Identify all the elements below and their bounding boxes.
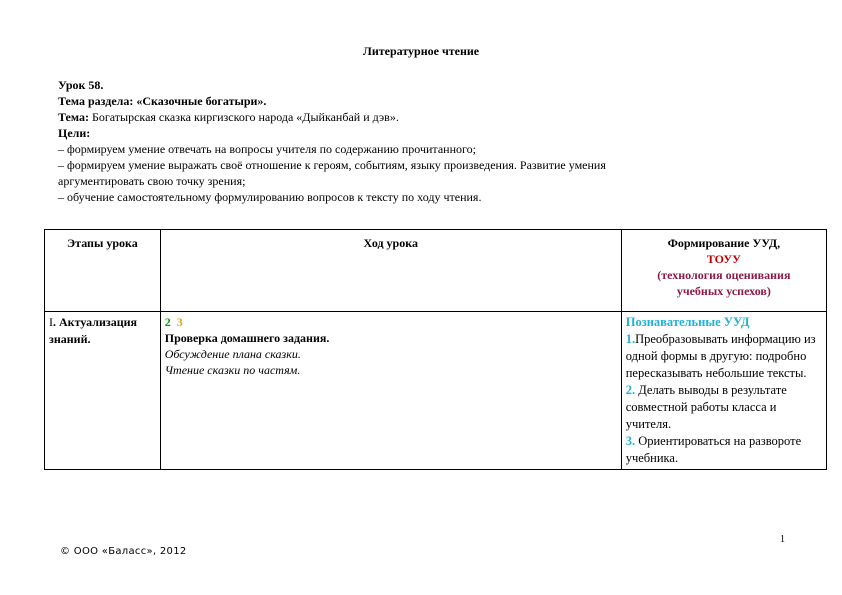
header-course: Ход урока <box>160 230 621 312</box>
uud-item <box>626 331 822 382</box>
uud-item-number: 2. <box>625 383 636 397</box>
table-row <box>45 312 827 470</box>
homework-check: Проверка домашнего задания. <box>164 331 330 345</box>
stage-text: . Актуализация знаний. <box>49 315 138 346</box>
uud-cell <box>621 312 826 470</box>
section-label: Тема раздела: <box>58 94 137 108</box>
header-stages: Этапы урока <box>45 230 161 312</box>
header-toou: ТОУУ <box>706 252 741 266</box>
slide-number-green: 2 <box>164 315 171 329</box>
uud-item-number: 1. <box>625 332 636 346</box>
uud-item-text: Ориентироваться на развороте учебника. <box>625 434 802 465</box>
slide-numbers <box>165 314 617 330</box>
course-item: Обсуждение плана сказки. <box>164 347 301 361</box>
copyright-footer: © ООО «Баласс», 2012 <box>60 546 187 557</box>
table-header-row <box>45 230 827 312</box>
goals-label: Цели: <box>58 126 91 140</box>
course-cell <box>160 312 621 470</box>
lesson-table <box>44 229 827 470</box>
goal-item: – обучение самостоятельному формулированию вопросов к тексту по ходу чтения. <box>58 190 482 204</box>
uud-item-text: Преобразовывать информацию из одной формы в другую: подробно пересказывать небольшие тексты. <box>625 332 816 380</box>
section-line <box>58 93 778 109</box>
uud-item-text: Делать выводы в результате совместной работы класса и учителя. <box>625 383 787 431</box>
stage-number: I <box>49 315 53 329</box>
topic-label: Тема: <box>58 110 89 124</box>
course-item: Чтение сказки по частям. <box>164 363 301 377</box>
header-uud <box>621 230 826 312</box>
uud-heading: Познавательные УУД <box>625 315 750 329</box>
topic-value: Богатырская сказка киргизского народа «Дыйканбай и дэв». <box>88 110 399 124</box>
header-toou-desc-1: (технология оценивания <box>657 268 791 282</box>
header-toou-desc-2: учебных успехов) <box>676 284 771 298</box>
uud-item <box>626 382 822 433</box>
lesson-number: Урок 58. <box>58 78 104 92</box>
lesson-meta <box>58 77 778 205</box>
slide-number-orange: 3 <box>176 315 183 329</box>
page-number: 1 <box>780 534 785 545</box>
stage-cell <box>45 312 161 470</box>
goal-item: аргументировать свою точку зрения; <box>58 174 246 188</box>
header-uud-title: Формирование УУД, <box>667 236 781 250</box>
goal-item: – формируем умение отвечать на вопросы учителя по содержанию прочитанного; <box>58 142 476 156</box>
goal-item: – формируем умение выражать своё отношение к героям, событиям, языку произведения. Развитие умения <box>58 158 606 172</box>
topic-line <box>58 109 778 125</box>
uud-item <box>626 433 822 467</box>
uud-item-number: 3. <box>625 434 636 448</box>
page-title: Литературное чтение <box>362 44 480 58</box>
section-value: «Сказочные богатыри». <box>136 94 267 108</box>
